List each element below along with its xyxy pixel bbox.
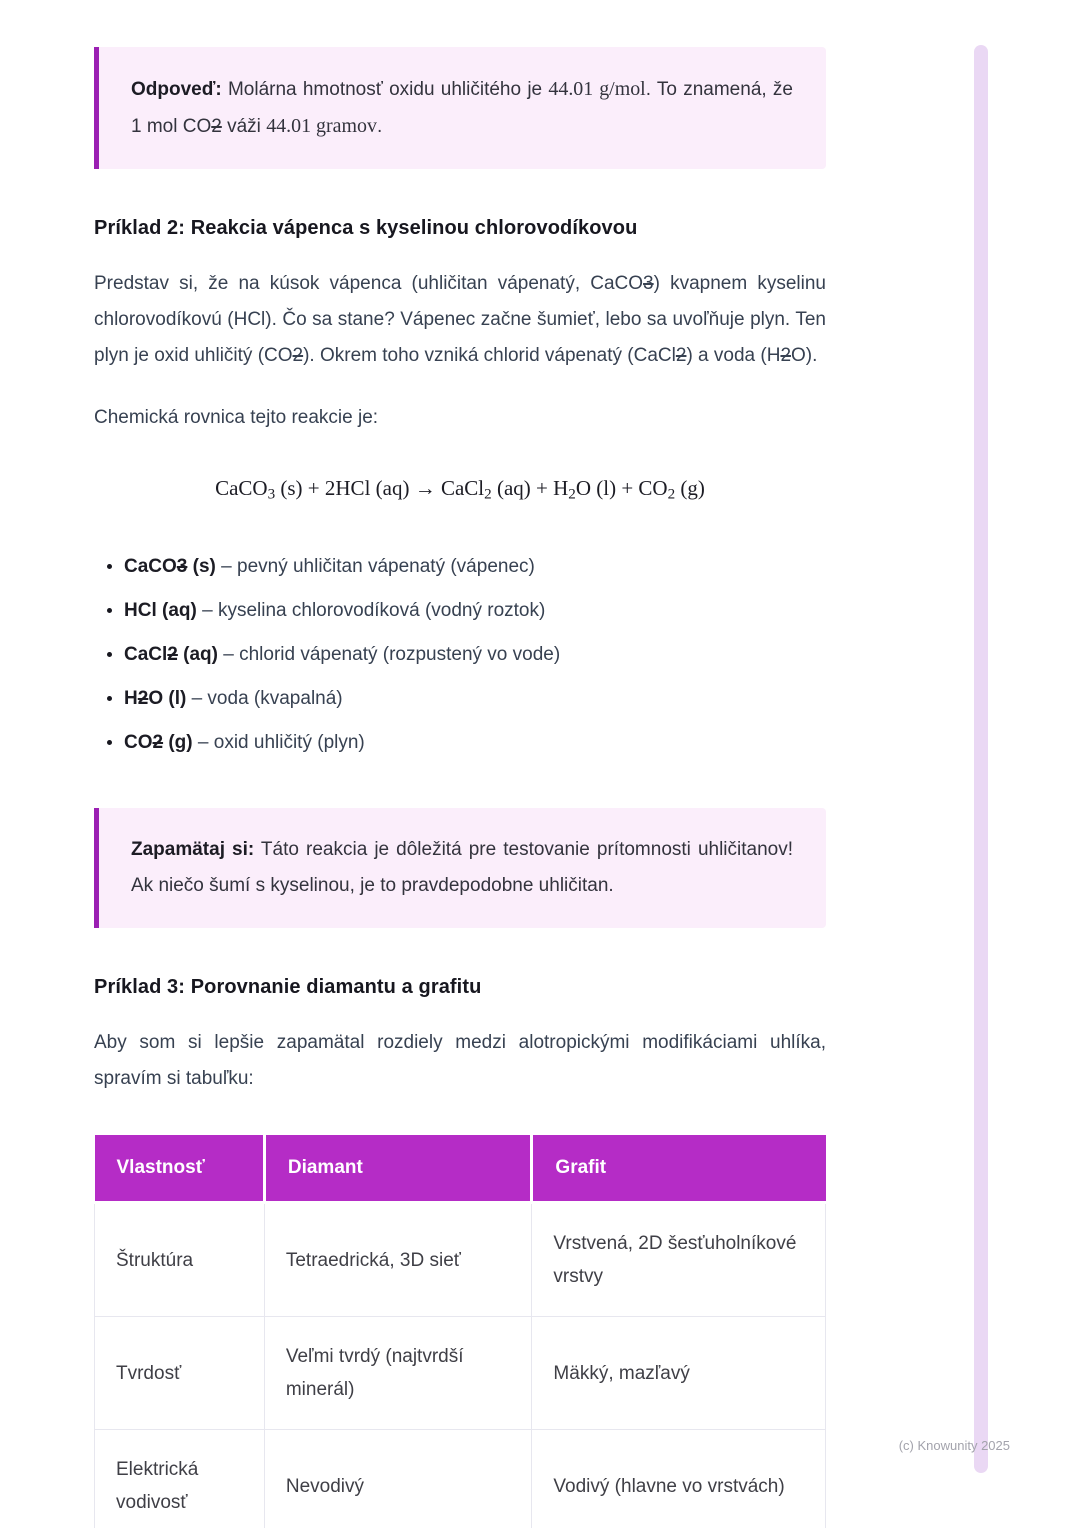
reaction-legend-list [94,553,826,756]
text-segment: O (l) + CO [575,476,668,500]
text-segment: H [124,688,138,710]
text-segment: O (l) [148,688,187,710]
table-header-cell: Diamant [264,1135,532,1203]
text-segment: 44.01 gramov [266,115,377,137]
text-segment: 44.01 g/mol [548,78,646,100]
text-segment: CaCO [215,476,268,500]
text-segment: – voda (kvapalná) [186,688,343,710]
text-segment: 2 [667,486,676,503]
text-segment: (g) [163,732,193,754]
table-cell: Veľmi tvrdý (najtvrdší minerál) [264,1317,532,1430]
text-segment: (g) [675,476,705,500]
table-header-cell: Vlastnosť [95,1135,265,1203]
table-cell: Štruktúra [95,1203,265,1317]
comparison-table-body [95,1203,826,1528]
text-segment: . [376,116,383,137]
text-segment: – oxid uhličitý (plyn) [192,732,365,754]
scrollbar[interactable] [974,45,988,1473]
text-segment: 2 [292,345,304,366]
paragraph-priklad3-intro: Aby som si lepšie zapamätal rozdiely medzi alotropickými modifikáciami uhlíka, spravím si tabuľku: [94,1032,826,1090]
text-segment: (aq) + H [491,476,569,500]
text-segment: O). [791,345,818,366]
table-cell: Vodivý (hlavne vo vrstvách) [532,1430,826,1528]
table-row [95,1317,826,1430]
text-segment: HCl (aq) [124,600,197,622]
text-segment: ). Okrem toho vzniká chlorid vápenatý (CaCl [303,345,676,366]
table-header-cell: Grafit [532,1135,826,1203]
callout-remember-text [131,832,793,904]
text-segment: Odpoveď: [131,79,222,100]
text-segment: 3 [176,556,188,578]
text-segment: Táto reakcia je dôležitá pre testovanie prítomnosti uhličitanov! Ak niečo šumí s kyselinou, je to pravdepodobne uhličitan. [131,839,793,897]
legend-item [124,729,826,756]
text-segment: 2 [152,732,164,754]
text-segment: CaCl [124,644,168,666]
text-segment: – chlorid vápenatý (rozpustený vo vode) [217,644,561,666]
table-cell: Elektrická vodivosť [95,1430,265,1528]
text-segment: 2 [675,345,687,366]
text-segment: – pevný uhličitan vápenatý (vápenec) [215,556,535,578]
callout-answer [94,47,826,169]
text-segment: Molárna hmotnosť oxidu uhličitého je [221,79,549,100]
heading-priklad-3: Príklad 3: Porovnanie diamantu a grafitu [94,976,482,999]
paragraph-priklad2-intro [94,266,826,374]
text-segment: (s) + 2HCl (aq) → CaCl [275,476,485,500]
table-cell: Nevodivý [264,1430,532,1528]
table-row [95,1430,826,1528]
text-segment: (aq) [177,644,218,666]
legend-item [124,641,826,668]
text-segment: (s) [187,556,216,578]
text-segment: ) kvapnem kyselinu chlorovodíkovú (HCl). Čo sa stane? Vápenec začne šumieť, lebo sa uvoľňuje plyn. Ten plyn je oxid uhličitý (CO [94,273,826,366]
table-cell: Vrstvená, 2D šesťuholníkové vrstvy [532,1203,826,1317]
heading-priklad-2: Príklad 2: Reakcia vápenca s kyselinou chlorovodíkovou [94,217,638,239]
text-segment: 2 [780,345,792,366]
legend-item [124,685,826,712]
text-segment: 3 [267,486,276,503]
table-cell: Mäkký, mazľavý [532,1317,826,1430]
comparison-table [94,1135,826,1528]
text-segment: ) a voda (H [686,345,781,366]
text-segment: – kyselina chlorovodíková (vodný roztok) [196,600,546,622]
text-segment: 2 [211,116,222,137]
chemical-equation [94,476,826,503]
text-segment: váži [221,116,267,137]
legend-item [124,597,826,624]
comparison-table-header-row [95,1135,826,1203]
legend-item [124,553,826,580]
text-segment: 2 [137,688,149,710]
text-segment: Predstav si, že na kúsok vápenca (uhličitan vápenatý, CaCO [94,273,644,294]
table-cell: Tvrdosť [95,1317,265,1430]
table-cell: Tetraedrická, 3D sieť [264,1203,532,1317]
text-segment: 2 [167,644,178,666]
text-segment: . To znamená, že 1 mol CO [131,79,793,137]
text-segment: Zapamätaj si: [131,839,255,861]
text-segment: 2 [484,486,492,503]
table-row [95,1203,826,1317]
paragraph-equation-intro: Chemická rovnica tejto reakcie je: [94,407,379,428]
text-segment: 3 [643,273,654,294]
callout-answer-text [131,71,793,145]
text-segment: 2 [568,486,576,503]
text-segment: CaCO [124,556,177,578]
text-segment: CO [124,732,153,754]
document-content [94,47,826,1528]
callout-remember [94,808,826,928]
watermark: (c) Knowunity 2025 [898,1438,1010,1453]
